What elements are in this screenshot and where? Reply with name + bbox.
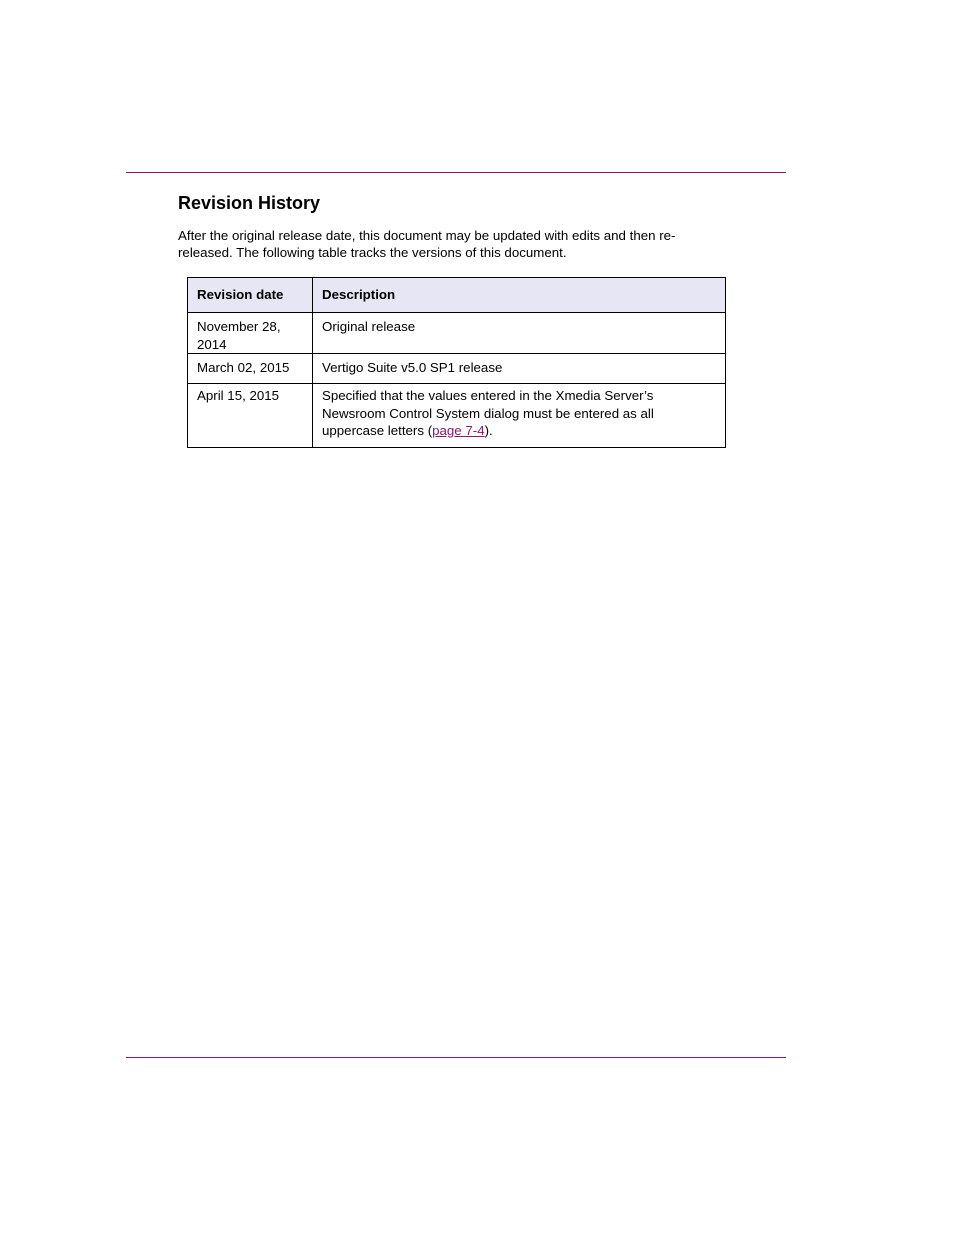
intro-paragraph: After the original release date, this document may be updated with edits and then re-released. The following table tracks the versions of this document. [178, 228, 676, 260]
revision-table [187, 277, 726, 448]
table-row [188, 354, 726, 384]
table-row [188, 384, 726, 448]
section-title: Revision History [178, 193, 321, 213]
header-rule [126, 172, 786, 173]
revision-date-cell: March 02, 2015 [188, 354, 313, 384]
revision-date-cell: November 28, 2014 [188, 313, 313, 354]
page-reference-link[interactable]: page 7-4 [432, 423, 485, 438]
description-text-end: ). [484, 423, 493, 438]
footer-rule [126, 1057, 786, 1058]
revision-date-cell: April 15, 2015 [188, 384, 313, 448]
table-row [188, 313, 726, 354]
description-cell: Original release [313, 313, 726, 354]
header-description: Description [313, 278, 726, 313]
header-revision-date: Revision date [188, 278, 313, 313]
table-header-row [188, 278, 726, 313]
description-text: Specified that the values entered in the Xmedia Server’s Newsroom Control System dialog must be entered as all uppercase letters ( [322, 388, 654, 438]
description-cell: Vertigo Suite v5.0 SP1 release [313, 354, 726, 384]
description-cell [313, 384, 726, 448]
